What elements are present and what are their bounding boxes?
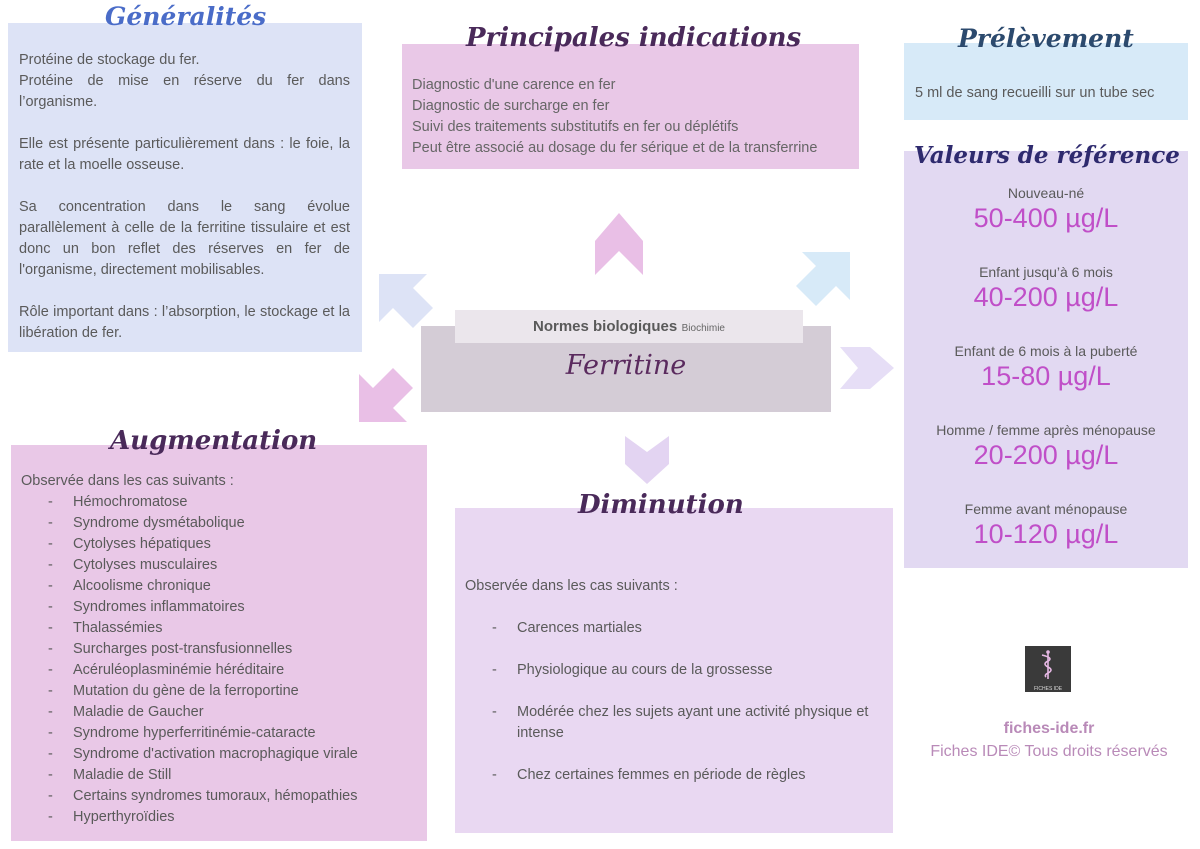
list-item: - Alcoolisme chronique	[21, 576, 427, 597]
augmentation-intro: Observée dans les cas suivants :	[21, 473, 234, 489]
list-item: - Cytolyses hépatiques	[21, 534, 427, 555]
diminution-list	[465, 618, 883, 786]
center-subtitle: Normes biologiques	[533, 318, 678, 335]
generalites-p1-line1: Protéine de stockage du fer.	[19, 52, 200, 68]
augmentation-box	[11, 445, 427, 841]
fiches-ide-logo	[1025, 646, 1071, 692]
generalites-p4: Rôle important dans : l’absorption, le stockage et la libération de fer.	[19, 304, 350, 341]
generalites-p1-line2: Protéine de mise en réserve du fer dans l’organisme.	[19, 73, 350, 110]
valeur-entry	[904, 501, 1188, 550]
valeur-value: 40-200 µg/L	[973, 282, 1119, 312]
center-category: Biochimie	[681, 323, 725, 334]
list-item: - Thalassémies	[21, 618, 427, 639]
list-item: - Maladie de Still	[21, 765, 427, 786]
list-item: - Physiologique au cours de la grossesse	[465, 660, 883, 681]
list-item: - Surcharges post-transfusionnelles	[21, 639, 427, 660]
valeur-entry	[904, 343, 1188, 392]
prelevement-title: Prélèvement	[958, 24, 1134, 53]
valeur-entry	[904, 185, 1188, 234]
footer-copyright: Fiches IDE© Tous droits réservés	[930, 743, 1168, 760]
arrow-up-left-icon	[375, 270, 433, 328]
valeur-entry	[904, 264, 1188, 313]
center-title: Ferritine	[565, 350, 687, 381]
list-item: - Carences martiales	[465, 618, 883, 639]
arrow-up-icon	[595, 213, 643, 275]
valeur-value: 50-400 µg/L	[973, 203, 1119, 233]
indication-item: Diagnostic de surcharge en fer	[412, 98, 610, 114]
generalites-title: Généralités	[105, 2, 267, 31]
generalites-p2: Elle est présente particulièrement dans : le foie, la rate et la moelle osseuse.	[19, 136, 350, 173]
prelevement-box	[904, 43, 1188, 120]
list-item: - Hyperthyroïdies	[21, 807, 427, 828]
indication-item: Peut être associé au dosage du fer sérique et de la transferrine	[412, 140, 818, 156]
prelevement-text: 5 ml de sang recueilli sur un tube sec	[915, 85, 1155, 101]
valeur-label: Enfant jusqu’à 6 mois	[979, 264, 1113, 280]
list-item: - Syndrome dysmétabolique	[21, 513, 427, 534]
list-item: - Acéruléoplasminémie héréditaire	[21, 660, 427, 681]
diminution-intro: Observée dans les cas suivants :	[465, 578, 678, 594]
list-item: - Maladie de Gaucher	[21, 702, 427, 723]
valeur-label: Nouveau-né	[1007, 185, 1085, 201]
generalites-box	[8, 23, 362, 352]
indication-item: Suivi des traitements substitutifs en fer ou déplétifs	[412, 119, 739, 135]
center-subtitle-band	[455, 310, 803, 343]
valeur-label: Homme / femme après ménopause	[936, 422, 1156, 438]
indication-item: Diagnostic d'une carence en fer	[412, 77, 616, 93]
list-item: - Certains syndromes tumoraux, hémopathies	[21, 786, 427, 807]
list-item: - Mutation du gène de la ferroportine	[21, 681, 427, 702]
list-item: - Syndrome hyperferritinémie-cataracte	[21, 723, 427, 744]
list-item: - Syndrome d'activation macrophagique virale	[21, 744, 427, 765]
list-item: - Syndromes inflammatoires	[21, 597, 427, 618]
valeur-entry	[904, 422, 1188, 471]
list-item: - Modérée chez les sujets ayant une activité physique et intense	[465, 702, 883, 744]
list-item: - Hémochromatose	[21, 492, 427, 513]
valeur-label: Femme avant ménopause	[964, 501, 1128, 517]
valeur-label: Enfant de 6 mois à la puberté	[954, 343, 1138, 359]
caduceus-icon	[1038, 649, 1058, 681]
augmentation-list	[21, 492, 427, 828]
arrow-down-icon	[625, 436, 669, 484]
indications-box	[402, 44, 859, 169]
valeurs-box	[904, 151, 1188, 568]
indications-title: Principales indications	[466, 23, 802, 53]
arrow-up-right-icon	[796, 248, 854, 306]
valeurs-title: Valeurs de référence	[914, 142, 1180, 169]
generalites-p3: Sa concentration dans le sang évolue parallèlement à celle de la ferritine tissulaire et est donc un bon reflet des réserves en fer de l'organisme, directement mobilisables.	[19, 199, 350, 278]
valeur-value: 20-200 µg/L	[973, 440, 1119, 470]
list-item: - Cytolyses musculaires	[21, 555, 427, 576]
arrow-down-left-icon	[355, 368, 413, 426]
valeur-value: 15-80 µg/L	[981, 361, 1111, 391]
list-item: - Chez certaines femmes en période de règles	[465, 765, 883, 786]
augmentation-title: Augmentation	[110, 426, 318, 456]
diminution-box	[455, 508, 893, 833]
logo-text: FICHES IDE	[1033, 686, 1063, 692]
diminution-title: Diminution	[578, 490, 744, 520]
valeur-value: 10-120 µg/L	[973, 519, 1119, 549]
arrow-right-icon	[840, 347, 894, 389]
footer-site: fiches-ide.fr	[1003, 720, 1095, 737]
